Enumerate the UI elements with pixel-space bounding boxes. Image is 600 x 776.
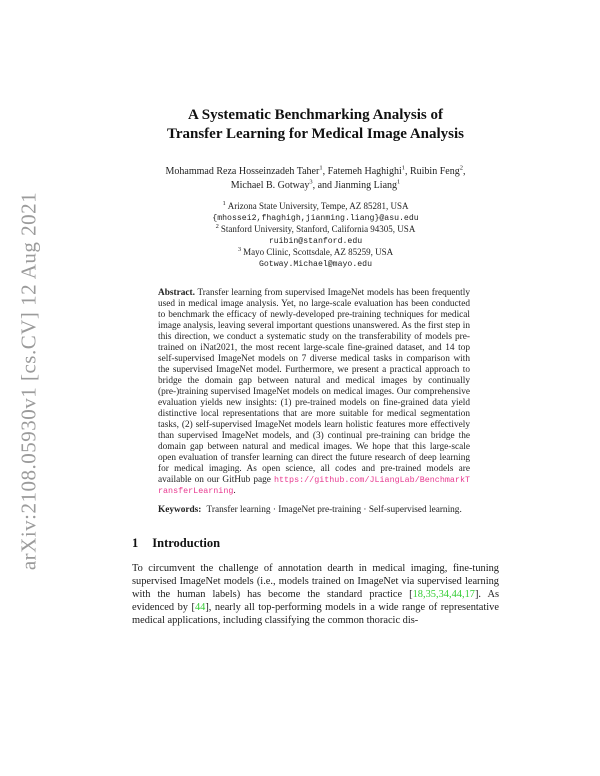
affiliation-line — [132, 224, 499, 236]
intro-text: To circumvent the challenge of annotation dearth in medical imaging, fine-tuning supervised ImageNet models (i.e., models trained on ImageNet via supervised learning with the human labels) has become the standard practice [ — [132, 562, 499, 600]
affiliation-mark: 2 — [215, 223, 219, 230]
abstract-body: Transfer learning from supervised ImageNet models has been frequently used in medical image analysis. Yet, no large-scale evaluation has been conducted to benchmark the efficacy of newly-developed pre-training techniques for medical image analysis, leaving several important questions unanswered. As the first step in this direction, we conduct a systematic study on the transferability of models pre-trained on iNat2021, the most recent large-scale fine-grained dataset, and 14 top self-supervised ImageNet models on 7 diverse medical tasks in comparison with the supervised ImageNet model. Furthermore, we present a practical approach to bridge the domain gap between natural and medical images by continually (pre-)training supervised ImageNet models on medical images. Our comprehensive evaluation yields new insights: (1) pre-trained models on fine-grained data yield distinctive local representations that are more suitable for medical segmentation tasks, (2) self-supervised ImageNet models learn holistic features more effectively than supervised ImageNet models, and (3) continual pre-training can bridge the domain gap between natural and medical images. We hope that this large-scale open evaluation of transfer learning can direct the future research of deep learning for medical imaging. As open science, all codes and pre-trained models are available on our GitHub page — [158, 288, 470, 485]
email-text: Gotway.Michael@mayo.edu — [258, 259, 372, 269]
section-title: Introduction — [152, 535, 221, 550]
author-name: Mohammad Reza Hosseinzadeh Taher — [165, 166, 320, 177]
keywords — [132, 505, 499, 517]
abstract — [132, 288, 499, 497]
email-text: {mhossei2,fhaghigh,jianming.liang}@asu.edu — [212, 213, 419, 223]
author-affil-mark: 1 — [319, 164, 323, 172]
author-affil-mark: 3 — [309, 178, 313, 186]
affiliation-email — [132, 213, 499, 225]
paper-title-line1: A Systematic Benchmarking Analysis of — [187, 107, 443, 123]
author-affil-mark: 1 — [397, 178, 401, 186]
affiliation-line — [132, 201, 499, 213]
citation-link-44[interactable]: 44 — [194, 602, 206, 614]
abstract-period: . — [233, 486, 236, 496]
paper-title — [132, 106, 499, 144]
email-text: ruibin@stanford.edu — [268, 236, 363, 246]
affiliation-mark: 1 — [222, 200, 226, 207]
affiliation-line — [132, 247, 499, 259]
keywords-text: Transfer learning · ImageNet pre-training · Self-supervised learning. — [206, 505, 462, 515]
author-name: , and Jianming Liang — [312, 180, 398, 191]
author-name: , Fatemeh Haghighi — [322, 166, 402, 177]
github-link[interactable]: https://github.com/JLiangLab/BenchmarkTransferLearning — [158, 475, 470, 496]
arxiv-watermark: arXiv:2108.05930v1 [cs.CV] 12 Aug 2021 — [16, 191, 41, 571]
author-affil-mark: 2 — [459, 164, 463, 172]
affiliation-email — [132, 236, 499, 248]
section-number: 1 — [132, 535, 139, 550]
affiliation-text: Arizona State University, Tempe, AZ 85281, USA — [227, 201, 409, 211]
paper-title-line2: Transfer Learning for Medical Image Analysis — [166, 126, 465, 142]
author-name: Michael B. Gotway — [230, 180, 310, 191]
paper-content — [132, 106, 499, 628]
affiliation-email — [132, 259, 499, 271]
author-affil-mark: 1 — [401, 164, 405, 172]
affiliation-mark: 3 — [237, 246, 242, 253]
author-line-1 — [132, 165, 499, 179]
intro-paragraph — [132, 562, 499, 628]
intro-text: ]. As evidenced by [ — [132, 588, 499, 614]
abstract-label: Abstract. — [158, 288, 195, 298]
affiliations — [132, 201, 499, 270]
keywords-label: Keywords: — [158, 505, 202, 515]
author-line-tail: , — [462, 166, 466, 177]
citation-link-group[interactable]: 18,35,34,44,17 — [412, 588, 475, 600]
author-list — [132, 165, 499, 193]
author-name: , Ruibin Feng — [404, 166, 460, 177]
affiliation-text: Mayo Clinic, Scottsdale, AZ 85259, USA — [243, 247, 394, 257]
section-heading-introduction — [132, 536, 499, 551]
author-line-2 — [132, 179, 499, 193]
affiliation-text: Stanford University, Stanford, California 94305, USA — [220, 224, 416, 234]
intro-text: ], nearly all top-performing models in a wide range of representative medical applications, including classifying the common thoracic dis- — [132, 602, 499, 627]
